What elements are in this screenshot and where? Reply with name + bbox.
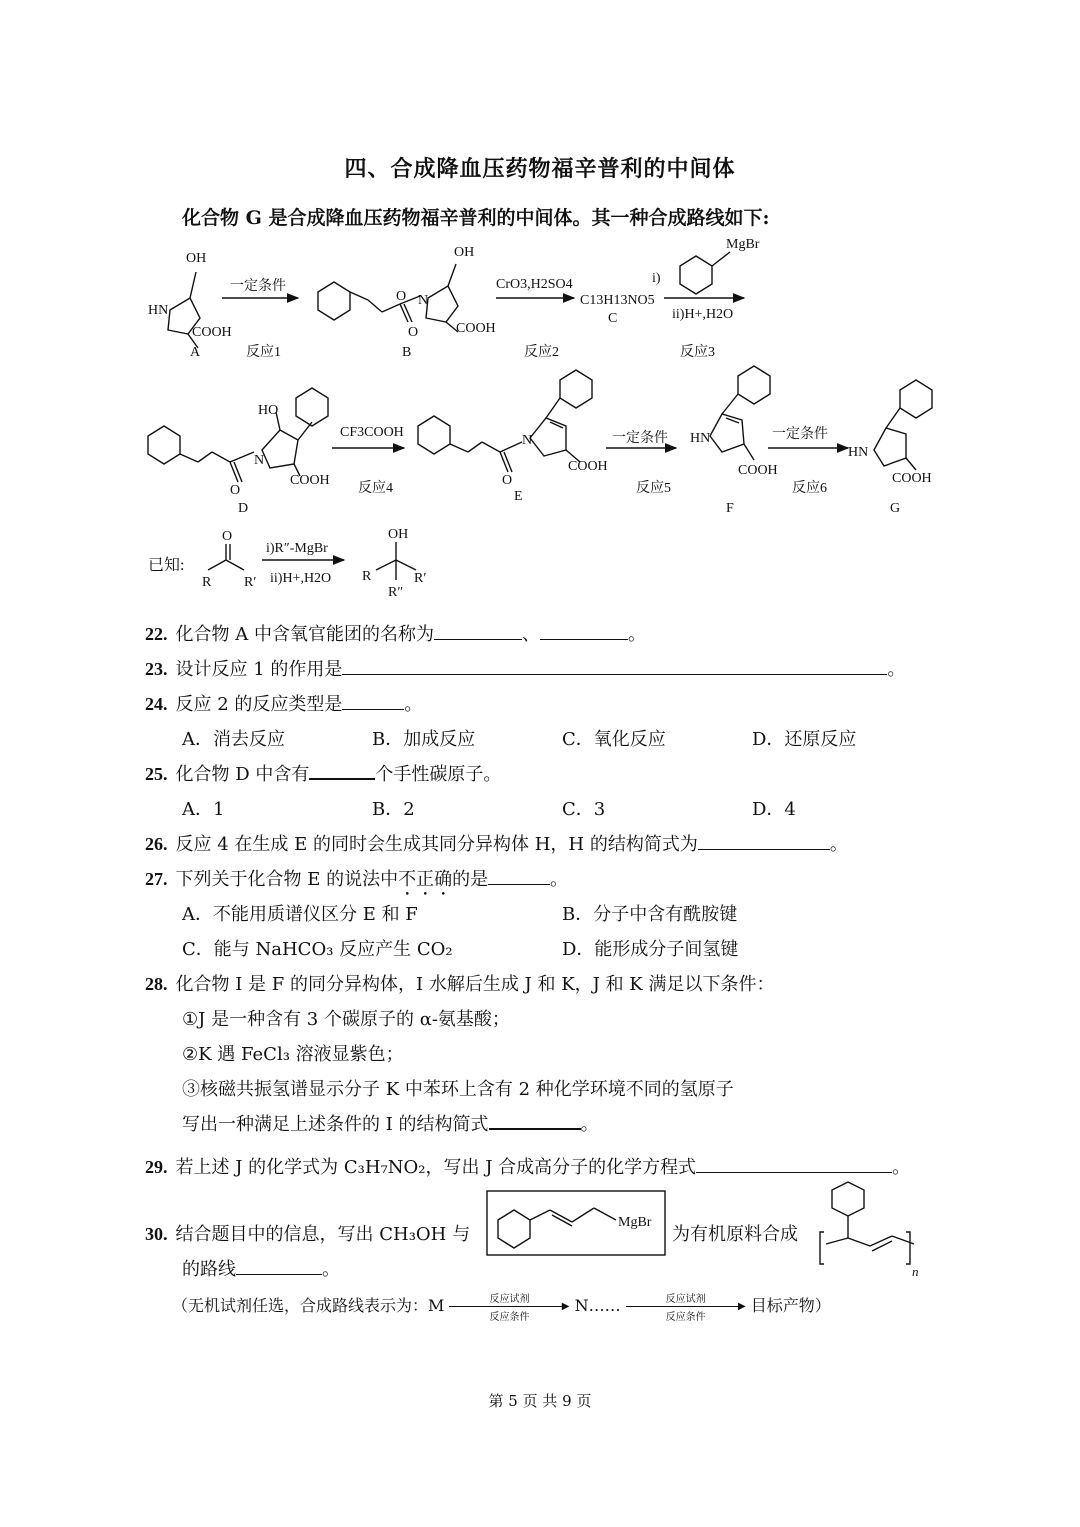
svg-text:D: D: [238, 501, 249, 516]
synthesis-scheme: [0, 230, 1080, 610]
svg-text:OH: OH: [388, 527, 409, 542]
svg-text:COOH: COOH: [568, 459, 608, 474]
svg-text:HO: HO: [258, 403, 279, 418]
svg-text:一定条件: 一定条件: [230, 279, 286, 294]
question-26: 26. 反应 4 在生成 E 的同时会生成其同分异构体 H，H 的结构简式为 。: [145, 830, 848, 856]
question-28-condition-1: ①J 是一种含有 3 个碳原子的 α-氨基酸；: [182, 1009, 510, 1030]
svg-text:反应4: 反应4: [358, 481, 393, 496]
svg-text:O: O: [502, 473, 513, 488]
svg-text:反应6: 反应6: [792, 481, 827, 496]
svg-text:COOH: COOH: [738, 463, 778, 478]
option-25-d: D．4: [752, 799, 796, 820]
question-28-condition-2: ②K 遇 FeCl₃ 溶液显紫色；: [182, 1044, 404, 1065]
svg-text:C: C: [608, 311, 618, 326]
svg-text:O: O: [222, 529, 233, 544]
compound-f: [710, 366, 770, 460]
option-24-a: A．消去反应: [182, 729, 285, 750]
option-27-a: A．不能用质谱仪区分 E 和 F: [182, 904, 418, 925]
option-25-a: A．1: [182, 799, 225, 820]
svg-text:反应3: 反应3: [680, 345, 715, 360]
option-24-d: D．还原反应: [752, 729, 857, 750]
svg-text:i): i): [652, 271, 661, 286]
svg-text:O: O: [396, 289, 407, 304]
intro-text: 化合物 G 是合成降血压药物福辛普利的中间体。其一种合成路线如下:: [182, 207, 770, 229]
svg-text:一定条件: 一定条件: [772, 427, 828, 442]
svg-text:HN: HN: [148, 303, 169, 318]
target-polymer-structure: [818, 1180, 922, 1280]
svg-text:B: B: [402, 345, 412, 360]
svg-text:ii)H+,H2O: ii)H+,H2O: [270, 571, 332, 586]
option-25-c: C．3: [562, 799, 606, 820]
svg-text:N: N: [254, 453, 265, 468]
question-30-line2: 的路线 。: [182, 1255, 340, 1281]
cinnamyl-mgbr-structure: [486, 1190, 666, 1256]
compound-d: [148, 388, 328, 482]
question-22: 22. 化合物 A 中含氧官能团的名称为 、 。: [145, 620, 646, 646]
svg-text:F: F: [726, 501, 734, 516]
option-24-b: B．加成反应: [372, 729, 476, 750]
svg-text:MgBr: MgBr: [618, 1215, 652, 1230]
question-27: 27. 下列关于化合物 E 的说法中不正确的是 。: [145, 865, 568, 900]
option-25-b: B．2: [372, 799, 415, 820]
option-24-c: C．氧化反应: [562, 729, 666, 750]
svg-text:COOH: COOH: [456, 321, 496, 336]
svg-text:反应1: 反应1: [246, 345, 281, 360]
question-28-condition-3: ③核磁共振氢谱显示分子 K 中苯环上含有 2 种化学环境不同的氢原子: [182, 1079, 734, 1100]
svg-text:n: n: [912, 1264, 919, 1279]
svg-text:OH: OH: [186, 251, 207, 266]
svg-text:反应5: 反应5: [636, 481, 671, 496]
svg-text:COOH: COOH: [892, 471, 932, 486]
compound-g: [874, 380, 932, 470]
svg-text:R: R: [362, 569, 372, 584]
svg-text:A: A: [190, 345, 201, 360]
svg-text:N: N: [418, 293, 429, 308]
svg-text:O: O: [408, 325, 419, 340]
svg-text:CF3COOH: CF3COOH: [340, 425, 404, 440]
svg-text:HN: HN: [848, 445, 869, 460]
question-30-note: （无机试剂任选，合成路线表示为：M 反应试剂 ▶ 反应条件 N…… 反应试剂 ▶ 反应条件 目标产物）: [172, 1293, 831, 1323]
svg-text:E: E: [514, 489, 523, 504]
svg-text:C13H13NO5: C13H13NO5: [580, 293, 655, 308]
question-30-cont: 为有机原料合成: [672, 1224, 798, 1245]
svg-text:N: N: [522, 433, 533, 448]
svg-text:ii)H+,H2O: ii)H+,H2O: [672, 307, 734, 322]
svg-text:已知:: 已知:: [148, 557, 185, 574]
svg-text:反应2: 反应2: [524, 345, 559, 360]
page-number: 第 5 页 共 9 页: [488, 1392, 592, 1410]
svg-text:COOH: COOH: [290, 473, 330, 488]
svg-text:一定条件: 一定条件: [612, 431, 668, 446]
compound-e: [418, 370, 592, 472]
option-27-d: D．能形成分子间氢键: [562, 939, 739, 960]
option-27-b: B．分子中含有酰胺键: [562, 904, 738, 925]
svg-text:R′: R′: [244, 575, 257, 590]
svg-text:O: O: [230, 483, 241, 498]
compound-b: [318, 264, 458, 332]
question-24: 24. 反应 2 的反应类型是 。: [145, 690, 422, 716]
question-28-prompt: 写出一种满足上述条件的 I 的结构简式 。: [182, 1110, 599, 1136]
svg-text:COOH: COOH: [192, 325, 232, 340]
question-29: 29. 若上述 J 的化学式为 C₃H₇NO₂，写出 J 合成高分子的化学方程式 。: [145, 1153, 910, 1179]
svg-text:R″: R″: [388, 585, 404, 600]
question-28: 28. 化合物 I 是 F 的同分异构体，I 水解后生成 J 和 K，J 和 K 满足以下条件：: [145, 974, 775, 995]
question-30: 30. 结合题目中的信息，写出 CH₃OH 与: [145, 1224, 471, 1245]
option-27-c: C．能与 NaHCO₃ 反应产生 CO₂: [182, 939, 453, 960]
svg-text:R: R: [202, 575, 212, 590]
svg-text:CrO3,H2SO4: CrO3,H2SO4: [496, 277, 573, 292]
svg-text:OH: OH: [454, 245, 475, 260]
question-25: 25. 化合物 D 中含有 个手性碳原子。: [145, 760, 501, 786]
svg-text:HN: HN: [690, 431, 711, 446]
question-23: 23. 设计反应 1 的作用是 。: [145, 655, 905, 681]
svg-text:G: G: [890, 501, 901, 516]
svg-text:R′: R′: [414, 571, 427, 586]
svg-text:i)R″-MgBr: i)R″-MgBr: [266, 541, 328, 556]
svg-text:MgBr: MgBr: [726, 237, 760, 252]
section-title: 四、合成降血压药物福辛普利的中间体: [344, 156, 736, 182]
